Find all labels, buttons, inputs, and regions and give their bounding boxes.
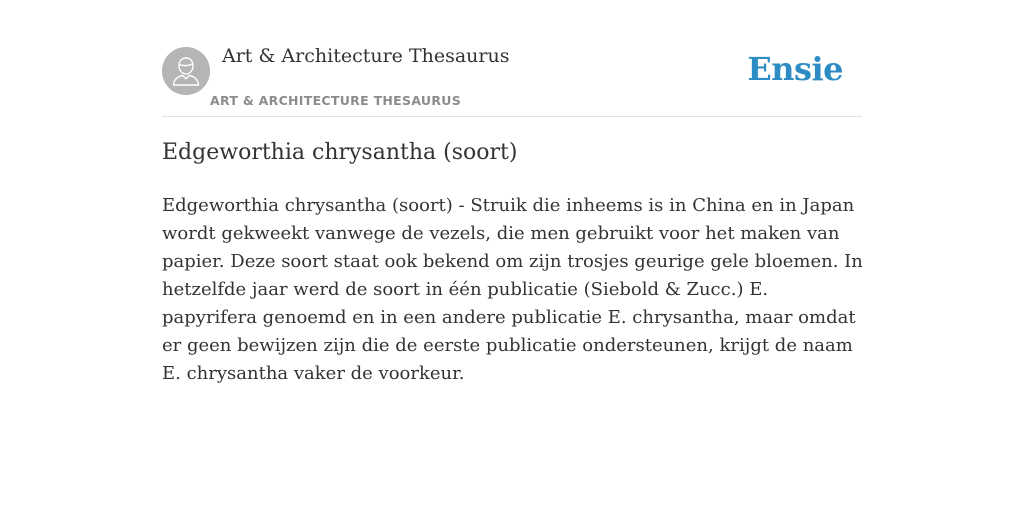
page-header bbox=[162, 0, 862, 117]
ensie-logo-link[interactable]: Ensie bbox=[747, 50, 843, 88]
author-name[interactable]: Art & Architecture Thesaurus bbox=[222, 45, 510, 67]
article-body: Edgeworthia chrysantha (soort) - Struik die inheems is in China en in Japan wordt gekweekt vanwege de vezels, die men gebruikt voor het maken van papier. Deze soort staat ook bekend om zijn trosjes geurige gele bloemen. In hetzelfde jaar werd de soort in één publicatie (Siebold & Zucc.) E. papyrifera genoemd en in een andere publicatie E. chrysantha, maar omdat er geen bewijzen zijn die de eerste publicatie ondersteunen, krijgt de naam E. chrysantha vaker de voorkeur. bbox=[162, 195, 863, 384]
author-subtitle: ART & ARCHITECTURE THESAURUS bbox=[210, 93, 462, 108]
user-icon bbox=[162, 47, 210, 95]
article-title: Edgeworthia chrysantha (soort) bbox=[162, 140, 518, 165]
author-avatar[interactable] bbox=[162, 47, 210, 95]
